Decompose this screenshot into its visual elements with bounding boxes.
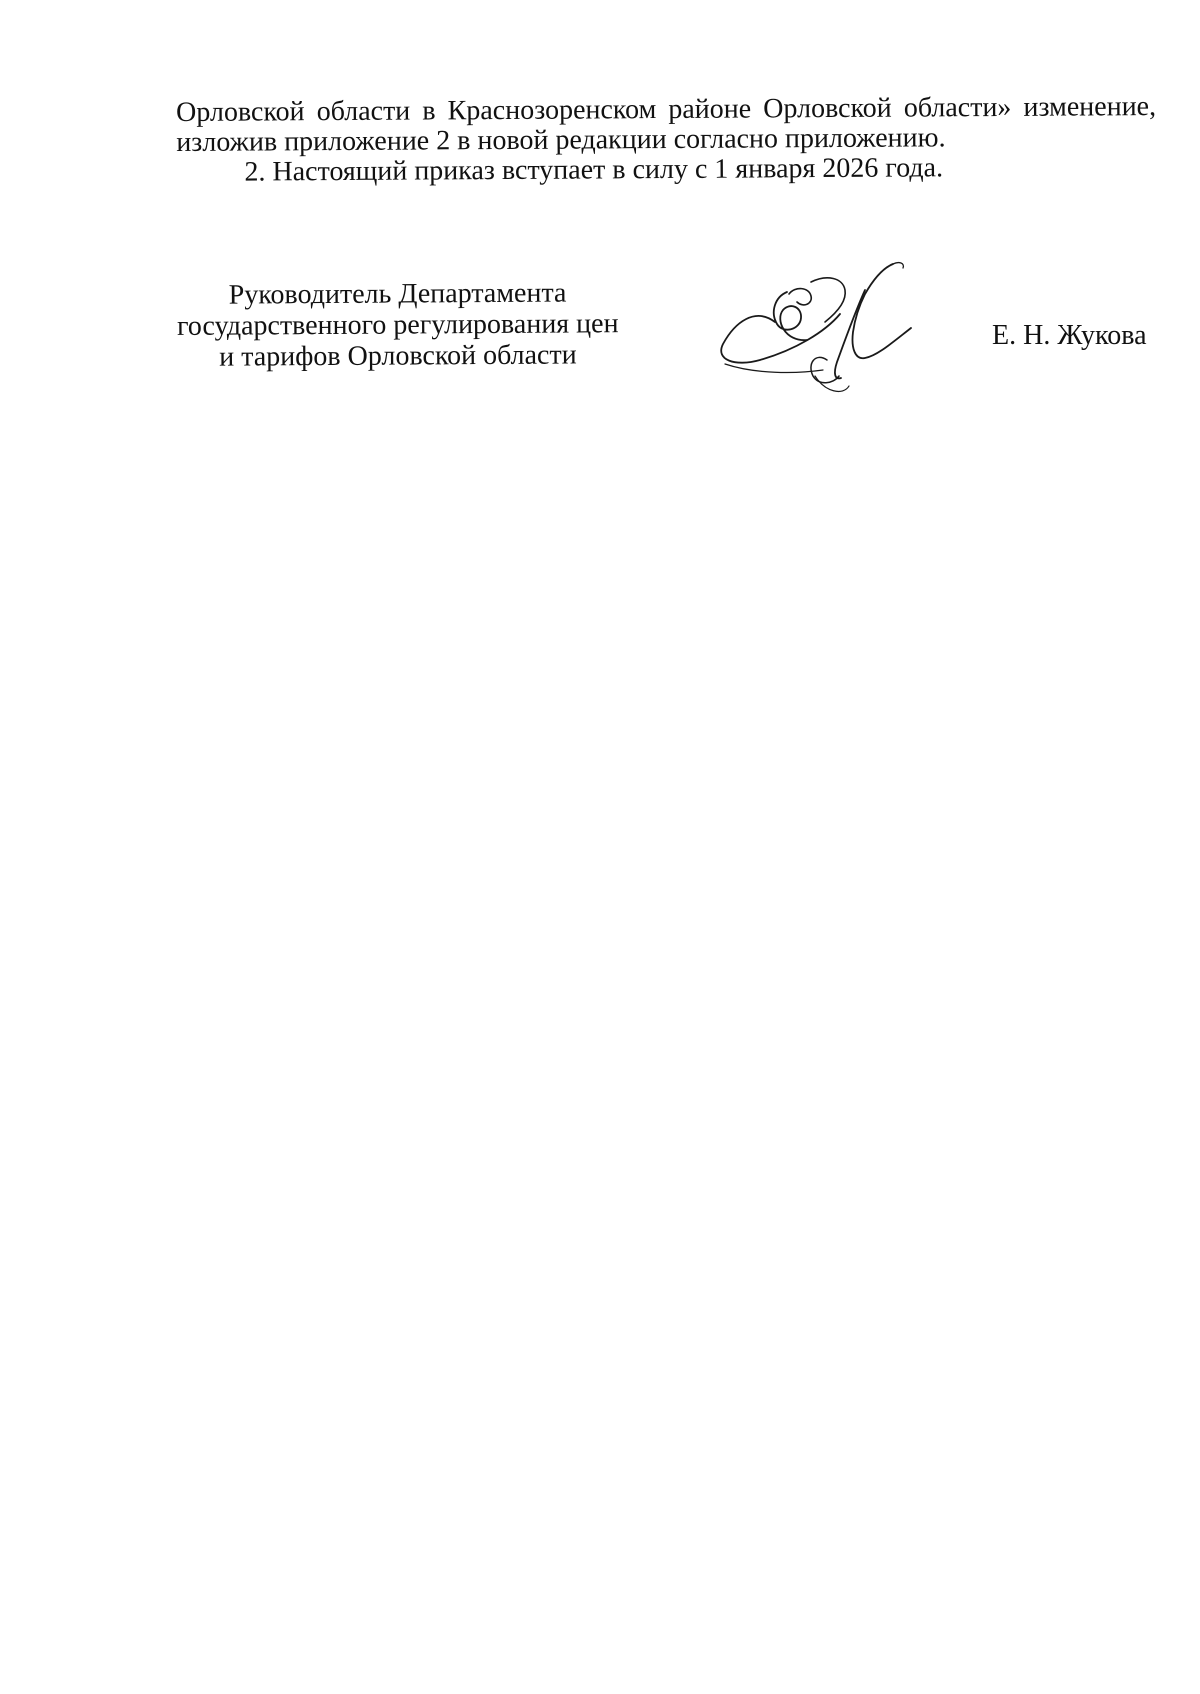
- order-body-text: [176, 92, 1157, 188]
- paragraph-line-1: Орловской области в Краснозоренском районе Орловской области» изменение,: [175, 91, 1157, 128]
- position-line-3: и тарифов Орловской области: [219, 339, 577, 373]
- position-line-1: Руководитель Департамента: [228, 277, 567, 311]
- paragraph-line-3: 2. Настоящий приказ вступает в силу с 1 января 2026 года.: [244, 152, 944, 188]
- signer-name: Е. Н. Жукова: [992, 320, 1147, 351]
- handwritten-signature-icon: [715, 252, 935, 397]
- signature-block: [160, 277, 1160, 400]
- paragraph-line-2: изложив приложение 2 в новой редакции согласно приложению.: [176, 122, 946, 158]
- signer-position: [160, 277, 636, 373]
- position-line-2: государственного регулирования цен: [176, 308, 619, 342]
